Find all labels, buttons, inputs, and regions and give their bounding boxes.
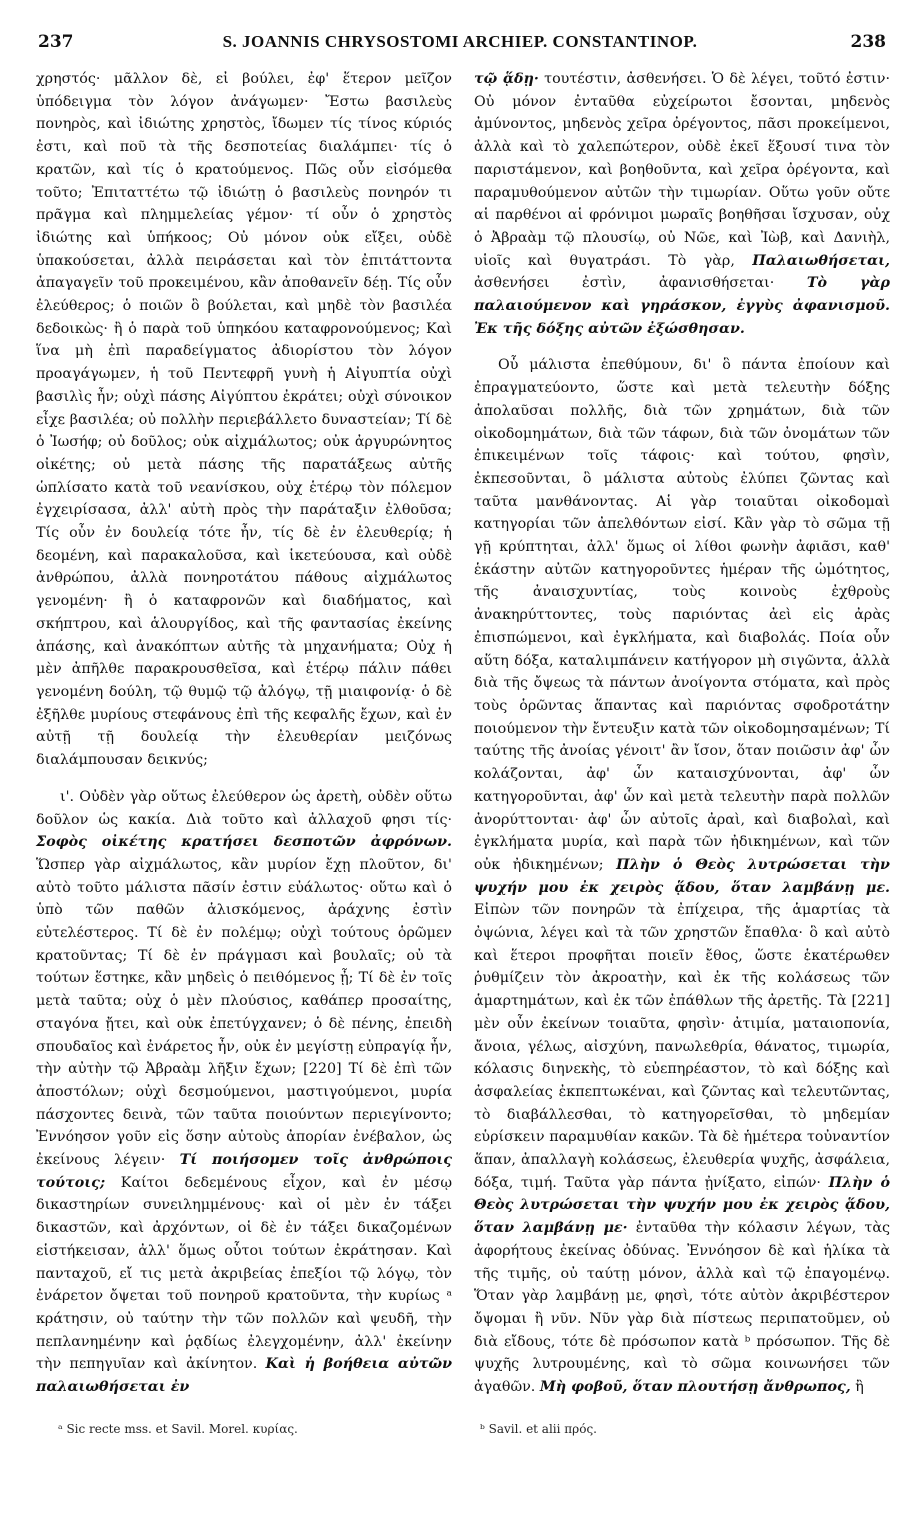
left-p2-quote-1: Σοφὸς οἰκέτης κρατήσει δεσποτῶν ἀφρόνων. (36, 834, 452, 851)
left-column (36, 68, 452, 1399)
right-p2-text-c: ἐνταῦθα τὴν κόλασιν λέγων, τὰς ἀφορήτους ἐκείνας ὀδύνας. Ἐννόησον δὲ καὶ ἡλίκα τὰ τῆς τιμῆς, οὐ ταύτῃ μόνον, ἀλλὰ καὶ τῷ ἐπαγομένῳ. Ὅταν γὰρ λαμβάνῃ με, φησὶ, τότε αὐτὸν ἀκριβέστερον ὄψομαι ἢ νῦν. Νῦν γὰρ διὰ πίστεως περιπατοῦμεν, οὐ διὰ εἴδους, τότε δὲ πρόσωπον κατὰ ᵇ πρόσωπον. Τῆς δὲ ψυχῆς λυτρουμένης, καὶ τὸ σῶμα κοινωνήσει τῶν ἀγαθῶν. (474, 1220, 891, 1396)
right-p2-text-a: Οὗ μάλιστα ἐπεθύμουν, δι' ὃ πάντα ἐποίουν καὶ ἐπραγματεύοντο, ὥστε καὶ μετὰ τελευτὴν δόξης ἀπολαῦσαι πολλῆς, διὰ τῶν χρημάτων, διὰ τῶν οἰκοδομημάτων, διὰ τῶν τάφων, διὰ τῶν ὀνομάτων τῶν ἐπικειμένων τοῖς τάφοις· καὶ τούτου, φησὶν, ἐκπεσοῦνται, ὃ μάλιστα αὐτοὺς ἐλύπει ζῶντας καὶ ταῦτα μανθάνοντας. Αἱ γὰρ τοιαῦται οἰκοδομαὶ κατηγορίαι τῶν ἀπελθόντων εἰσί. Κἂν γὰρ τὸ σῶμα τῇ γῇ κρύπτηται, ἀλλ' ὅμως οἱ λίθοι φωνὴν ἀφιᾶσι, καθ' ἑκάστην αὐτῶν κατηγοροῦντες ἡμέραν τῆς ὠμότητος, τῆς ἀναισχυντίας, τοὺς κοινοὺς ἐχθροὺς ἀνακηρύττοντες, τοὺς παριόντας ἀεὶ εἰς ἀρὰς ἐπισπώμενοι, καὶ ἐγκλήματα, καὶ διαβολάς. Ποία οὖν αὕτη δόξα, καταλιμπάνειν κατήγορον μὴ σιγῶντα, ἀλλὰ διὰ τῆς ὄψεως τὰ πάντων ἀνοίγοντα στόματα, καὶ πρὸς τοὺς ὁρῶντας ἅπαντας καὶ παριόντας σφοδροτάτην ποιούμενον τὴν ἔντευξιν κατὰ τῶν οἰκοδομησαμένων; Τί ταύτης τῆς ἀνοίας γένοιτ' ἂν ἴσον, ὅταν ποιῶσιν ἀφ' ὧν κολάζονται, ἀφ' ὧν καταισχύνονται, ἀφ' ὧν κατηγοροῦνται, ἀφ' ὧν καὶ μετὰ τελευτὴν παρὰ πολλῶν ἀνορύττονται· ἀφ' ὧν αὐτοῖς ἀραὶ, καὶ διαβολαὶ, καὶ ἐγκλήματα μυρία, καὶ παρὰ τῶν ἠδικημένων, καὶ τῶν οὐκ ἠδικημένων; (474, 357, 890, 873)
right-p2-quote-2: Πλὴν ὁ Θεὸς λυτρώσεται τὴν ψυχήν μου ἐκ χειρὸς ᾅδου, ὅταν λαμβάνῃ με· (474, 1174, 890, 1237)
running-title: S. JOANNIS CHRYSOSTOMI ARCHIEP. CONSTANTINOP. (222, 32, 698, 51)
right-p1-text-a: τουτέστιν, ἀσθενήσει. Ὁ δὲ λέγει, τοῦτό ἐστιν· Οὐ μόνον ἐνταῦθα εὐχείρωτοι ἔσονται, μηδενὸς ἀμύνοντος, μηδενὸς χεῖρα ὀρέγοντος, πᾶσι προκείμενοι, ἀλλὰ καὶ τὸ χαλεπώτερον, οὐδὲ ἐκεῖ ἕξουσί τινα τὸν παριστάμενον, καὶ βοηθοῦντα, καὶ χεῖρα ὀρέγοντα, καὶ παραμυθούμενον αὐτῶν τὴν τιμωρίαν. Οὕτω γοῦν οὔτε αἱ παρθένοι αἱ φρόνιμοι μωραῖς βοηθῆσαι ἴσχυσαν, οὐχ ὁ Ἀβραὰμ τῷ πλουσίῳ, οὐ Νῶε, καὶ Ἰὼβ, καὶ Δανιὴλ, υἱοῖς καὶ θυγατράσι. Τὸ γὰρ, (474, 71, 891, 269)
right-column (474, 68, 890, 1399)
left-p2-text-b: Ὥσπερ γὰρ αἰχμάλωτος, κἂν μυρίον ἔχῃ πλοῦτον, δι' αὐτὸ τοῦτο μάλιστα πᾶσίν ἐστιν εὐάλωτος· οὕτω καὶ ὁ ὑπὸ τῶν παθῶν ἁλισκόμενος, ἀράχνης ἐστὶν εὐτελέστερος. Τί δὲ ἐν πολέμῳ; οὐχὶ τούτους ὁρῶμεν κρατοῦντας; Τί δὲ ἐν πράγμασι καὶ βουλαῖς; οὐ τὰ τούτων ἕστηκε, κἂν μηδεὶς ὁ πειθόμενος ᾖ; Τί δὲ ἐν τοῖς μετὰ ταῦτα; οὐχ ὁ μὲν πλούσιος, καθάπερ προσαίτης, σταγόνα ᾔτει, καὶ οὐκ ἐπετύγχανεν; ὁ δὲ πένης, ἐπειδὴ σπουδαῖος καὶ ἐνάρετος ἦν, οὐκ ἐν μεγίστῃ εὐπραγίᾳ ἦν, τὴν αὐτὴν τῷ Ἀβραὰμ λῆξιν ἔχων; [220] Τί δὲ ἐπὶ τῶν ἀποστόλων; οὐχὶ δεσμούμενοι, μαστιγούμενοι, μυρία πάσχοντες δεινὰ, τῶν ταῦτα ποιούντων περιεγίνοντο; Ἐννόησον γοῦν εἰς ὅσην αὐτοὺς ἀπορίαν ἐνέβαλον, ὡς ἐκείνους λέγειν· (36, 856, 452, 1169)
right-p2-quote-3: Μὴ φοβοῦ, ὅταν πλουτήσῃ ἄνθρωπος, (539, 1379, 851, 1396)
left-page-number: 237 (38, 32, 74, 52)
right-paragraph-1 (474, 68, 890, 340)
right-p1-quote-2: Παλαιωθήσεται, (752, 252, 890, 269)
left-p2-quote-2: Τί ποιήσομεν τοῖς ἀνθρώποις τούτοις; (36, 1152, 453, 1191)
left-paragraph-2 (36, 786, 452, 1399)
book-page (30, 30, 890, 1530)
page-header (30, 30, 890, 62)
left-p2-text-c: Καίτοι δεδεμένους εἶχον, καὶ ἐν μέσῳ δικαστηρίων συνειλημμένους· καὶ οἱ μὲν ἐν τάξει δικαστῶν, καὶ ἀρχόντων, οἱ δὲ ἐν τάξει δικαζομένων εἱστήκεισαν, ἀλλ' ὅμως οὗτοι τούτων ἐκράτησαν. Καὶ πανταχοῦ, εἴ τις μετὰ ἀκριβείας ἐπεξίοι τῷ λόγῳ, τὸν ἐνάρετον ὄψεται τοῦ πονηροῦ κρατοῦντα, τὴν κυρίως ᵃ κράτησιν, οὐ ταύτην τὴν τῶν πολλῶν καὶ ψευδῆ, τὴν πεπλανημένην καὶ ῥᾳδίως ἐλεγχομένην, ἀλλ' ἐκείνην τὴν πεπηγυῖαν καὶ ἀκίνητον. (36, 1174, 452, 1373)
right-p2-quote-1: Πλὴν ὁ Θεὸς λυτρώσεται τὴν ψυχήν μου ἐκ χειρὸς ᾅδου, ὅταν λαμβάνῃ με. (474, 856, 890, 896)
right-p1-quote-1: τῷ ᾅδῃ· (474, 71, 539, 87)
right-p1-quote-3: Τὸ γὰρ παλαιούμενον καὶ γηράσκον, ἐγγὺς ἀφανισμοῦ. Ἐκ τῆς δόξης αὐτῶν ἐξώσθησαν. (474, 275, 890, 337)
left-paragraph-1: χρηστός· μᾶλλον δὲ, εἰ βούλει, ἐφ' ἕτερον μεῖζον ὑπόδειγμα τὸν λόγον ἀνάγωμεν· Ἔστω βασιλεὺς πονηρὸς, καὶ ἰδιώτης χρηστὸς, ἴδωμεν τίς τίνος κύριός ἐστι, καὶ ποῦ τὰ τῆς δεσποτείας διαλάμπει· τίς ὁ κρατῶν, καὶ τίς ὁ κρατούμενος. Πῶς οὖν εἰσόμεθα τοῦτο; Ἐπιταττέτω τῷ ἰδιώτῃ ὁ βασιλεὺς πονηρόν τι πρᾶγμα καὶ πλημμελείας γέμον· τί οὖν ὁ χρηστὸς ἰδιώτης καὶ ὑπήκοος; Οὐ μόνον οὐκ εἴξει, οὐδὲ ὑπακούσεται, ἀλλὰ πειράσεται καὶ τὸν ἐπιτάττοντα ἀπαγαγεῖν τοῦ προκειμένου, κἂν ἀποθανεῖν δέῃ. Τίς οὖν ἐλεύθερος; ὁ ποιῶν ὃ βούλεται, καὶ μηδὲ τὸν βασιλέα δεδοικὼς· ἢ ὁ παρὰ τοῦ ὑπηκόου καταφρονούμενος; Καὶ ἵνα μὴ ἐπὶ παραδείγματος ἀδιορίστου τὸν λόγον προαγάγωμεν, ἡ τοῦ Πεντεφρῆ γυνὴ ἡ Αἰγυπτία οὐχὶ βασιλὶς ἦν; οὐχὶ πάσης Αἰγύπτου ἐκράτει; οὐχὶ σύνοικον εἶχε βασιλέα; οὐ πολλὴν περιεβάλλετο δυναστείαν; Τί δὲ ὁ Ἰωσήφ; οὐ δοῦλος; οὐκ αἰχμάλωτος; οὐκ ἀργυρώνητος οἰκέτης; οὐ μετὰ πάσης τῆς παρατάξεως αὐτῆς ὡπλίσατο κατὰ τοῦ νεανίσκου, οὐχ ἑτέρῳ τὸν πόλεμον ἐγχειρίσασα, ἀλλ' αὐτὴ πρὸς τὴν παράταξιν ἐλθοῦσα; Τίς οὖν ἐν δουλείᾳ τότε ἦν, τίς δὲ ἐν ἐλευθερίᾳ; ἡ δεομένη, καὶ παρακαλοῦσα, καὶ ἱκετεύουσα, καὶ οὐδὲ ἀνθρώπου, ἀλλὰ πονηροτάτου πάθους αἰχμάλωτος γενομένη· ἢ ὁ καταφρονῶν καὶ διαδήματος, καὶ σκήπτρου, καὶ ἁλουργίδος, καὶ τῆς φαντασίας ἐκείνης ἁπάσης, καὶ ἀνακόπτων αὐτῆς τὰ μηχανήματα; Οὐχ ἡ μὲν ἀπῆλθε παρακρουσθεῖσα, καὶ ἑτέρῳ πάλιν πάθει γενομένη δούλη, τῷ θυμῷ τῷ ἀλόγῳ, τῇ μιαιφονίᾳ· ὁ δὲ ἐξῆλθε μυρίους στεφάνους ἐπὶ τῆς κεφαλῆς ἔχων, καὶ ἐν αὐτῇ τῇ δουλείᾳ τὴν ἐλευθερίαν μειζόνως διαλάμπουσαν δεικνύς; (36, 71, 452, 769)
right-page-number: 238 (850, 32, 886, 52)
right-p1-text-b: ἀσθενήσει ἐστὶν, ἀφανισθήσεται· (474, 275, 807, 292)
footnote-b: ᵇ Savil. et alii πρός. (480, 1422, 597, 1436)
footnotes (30, 1422, 890, 1452)
text-columns (30, 68, 890, 1408)
left-p2-quote-3: Καὶ ἡ βοήθεια αὐτῶν παλαιωθήσεται ἐν (36, 1356, 452, 1396)
footnote-a: ᵃ Sic recte mss. et Savil. Morel. κυρίας. (58, 1422, 298, 1436)
right-p2-text-b: Εἰπὼν τῶν πονηρῶν τὰ ἐπίχειρα, τῆς ἁμαρτίας τὰ ὀψώνια, λέγει καὶ τὰ τῶν χρηστῶν ἔπαθλα· ὃ καὶ αὐτὸ καὶ ἕτεροι προφῆται ποιεῖν ἔθος, ὥστε ἑκατέρωθεν ῥυθμίζειν τὸν ἀκροατὴν, καὶ ἐκ τῆς κολάσεως τῶν ἁμαρτημάτων, καὶ ἐκ τῶν ἐπάθλων τῆς ἀρετῆς. Τὰ [221] μὲν οὖν ἐκείνων τοιαῦτα, φησὶν· ἀτιμία, ματαιοπονία, ἄνοια, γέλως, αἰσχύνη, πανωλεθρία, θάνατος, τιμωρία, κόλασις διηνεκὴς, τὸ εὐεπηρέαστον, τὸ καὶ δόξης καὶ ἀσφαλείας ἐκπεπτωκέναι, καὶ ζῶντας καὶ τελευτῶντας, τὸ διαβάλλεσθαι, τὸ κατηγορεῖσθαι, τὸ μηδεμίαν εὑρίσκειν παραμυθίαν κακῶν. Τὰ δὲ ἡμέτερα τοὐναντίον ἅπαν, ἀπαλλαγὴ κολάσεως, ἐλευθερία ψυχῆς, ἀσφάλεια, δόξα, τιμή. Ταῦτα γὰρ πάντα ᾐνίξατο, εἰπών· (474, 902, 890, 1191)
left-p2-text-a: ι'. Οὐδὲν γὰρ οὕτως ἐλεύθερον ὡς ἀρετὴ, οὐδὲν οὕτω δοῦλον ὡς κακία. Διὰ τοῦτο καὶ ἀλλαχοῦ φησι τίς· (36, 788, 452, 828)
right-paragraph-2 (474, 354, 890, 1398)
right-p2-text-d: ἢ (850, 1379, 864, 1396)
